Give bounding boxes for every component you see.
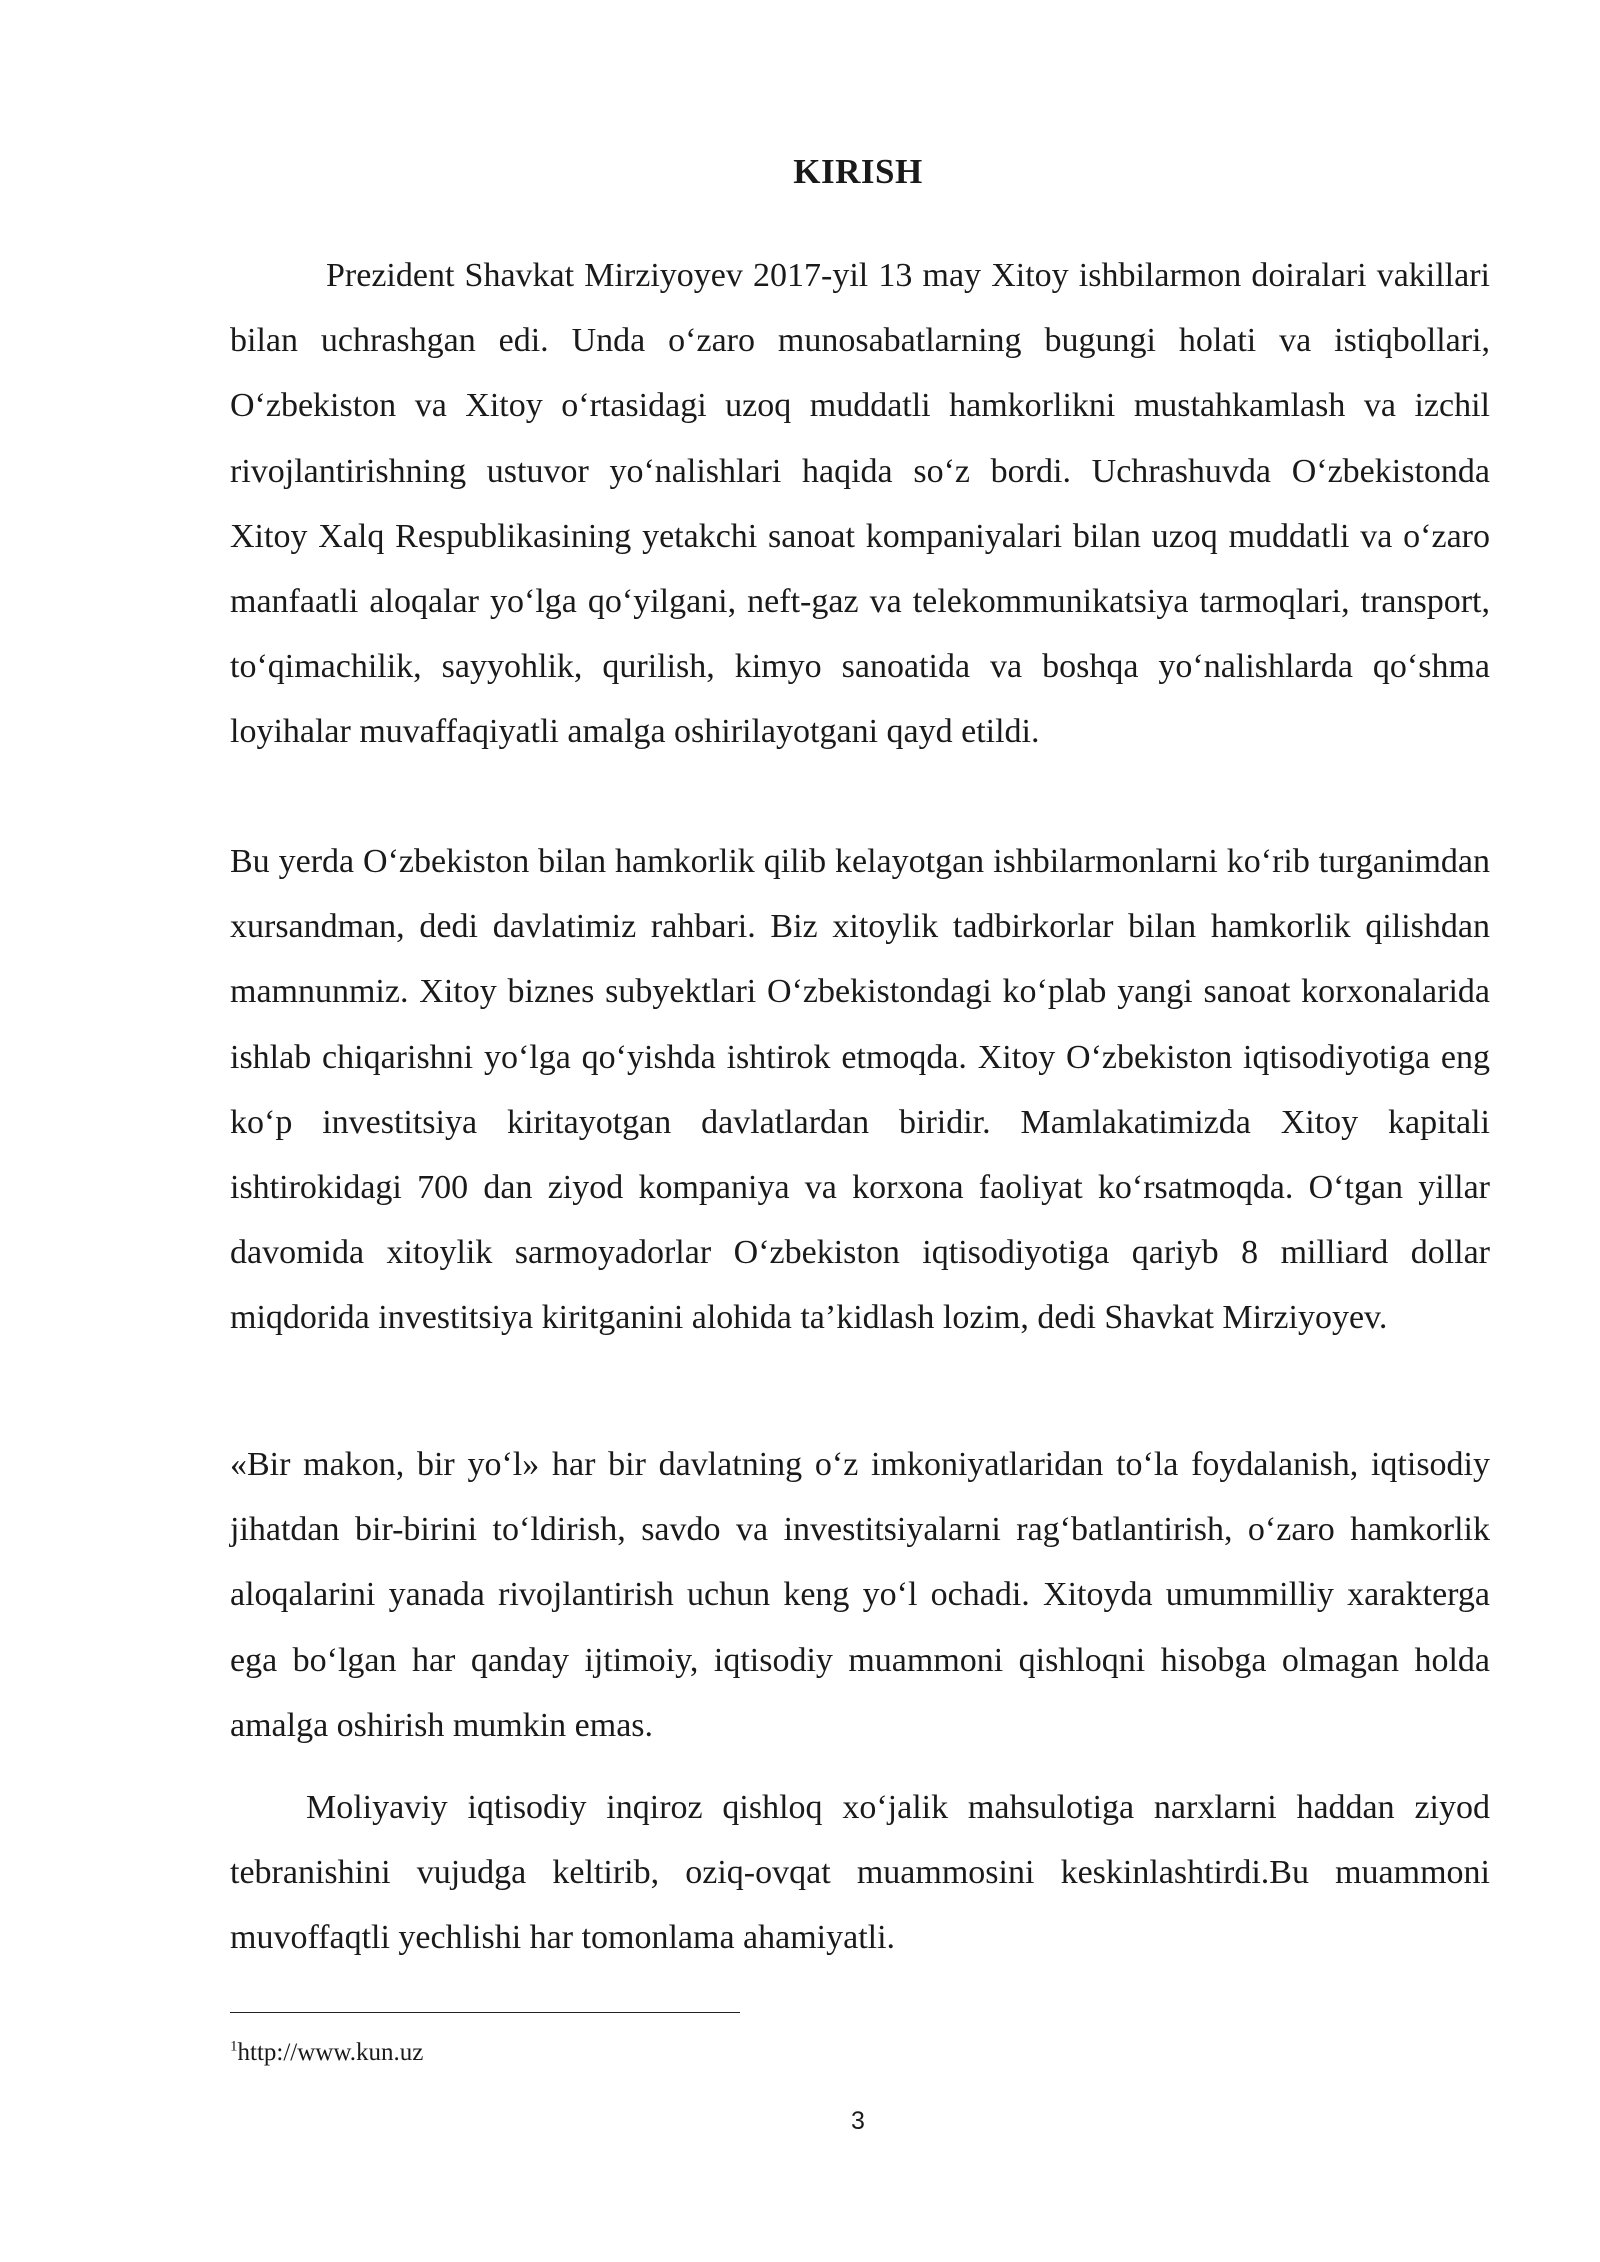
page-number: 3 (851, 2107, 865, 2135)
footnote-separator (230, 2012, 740, 2013)
footnote-marker: 1 (230, 2038, 238, 2055)
footnote-link[interactable]: http://www.kun.uz (237, 2039, 424, 2066)
footnote (230, 2039, 423, 2067)
paragraph-4: Moliyaviy iqtisodiy inqiroz qishloq xo‘jalik mahsulotiga narxlarni haddan ziyod tebranishini vujudga keltirib, oziq-ovqat muammosini keskinlashtirdi.Bu muammoni muvoffaqtli yechlishi har tomonlama ahamiyatli. (230, 1789, 1490, 1957)
paragraph-2: Bu yerda O‘zbekiston bilan hamkorlik qilib kelayotgan ishbilarmonlarni ko‘rib turganimdan xursandman, dedi davlatimiz rahbari. Biz xitoylik tadbirkorlar bilan hamkorlik qilishdan mamnunmiz. Xitoy biznes subyektlari O‘zbekistondagi ko‘plab yangi sanoat korxonalarida ishlab chiqarishni yo‘lga qo‘yishda ishtirok etmoqda. Xitoy O‘zbekiston iqtisodiyotiga eng ko‘p investitsiya kiritayotgan davlatlardan biridir. Mamlakatimizda Xitoy kapitali ishtirokidagi 700 dan ziyod kompaniya va korxona faoliyat ko‘rsatmoqda. O‘tgan yillar davomida xitoylik sarmoyadorlar O‘zbekiston iqtisodiyotiga qariyb 8 milliard dollar miqdorida investitsiya kiritganini alohida ta’kidlash lozim, dedi Shavkat Mirziyoyev. (230, 843, 1490, 1337)
paragraph-1: Prezident Shavkat Mirziyoyev 2017-yil 13 may Xitoy ishbilarmon doiralari vakillari bilan uchrashgan edi. Unda o‘zaro munosabatlarning bugungi holati va istiqbollari, O‘zbekiston va Xitoy o‘rtasidagi uzoq muddatli hamkorlikni mustahkamlash va izchil rivojlantirishning ustuvor yo‘nalishlari haqida so‘z bordi. Uchrashuvda O‘zbekistonda Xitoy Xalq Respublikasining yetakchi sanoat kompaniyalari bilan uzoq muddatli va o‘zaro manfaatli aloqalar yo‘lga qo‘yilgani, neft-gaz va telekommunikatsiya tarmoqlari, transport, to‘qimachilik, sayyohlik, qurilish, kimyo sanoatida va boshqa yo‘nalishlarda qo‘shma loyihalar muvaffaqiyatli amalga oshirilayotgani qayd etildi. (230, 257, 1490, 751)
page-title: KIRISH (793, 152, 923, 191)
paragraph-3: «Bir makon, bir yo‘l» har bir davlatning o‘z imkoniyatlaridan to‘la foydalanish, iqtisodiy jihatdan bir-birini to‘ldirish, savdo va investitsiyalarni rag‘batlantirish, o‘zaro hamkorlik aloqalarini yanada rivojlantirish uchun keng yo‘l ochadi. Xitoyda umummilliy xarakterga ega bo‘lgan har qanday ijtimoiy, iqtisodiy muammoni qishloqni hisobga olmagan holda amalga oshirish mumkin emas. (230, 1446, 1490, 1744)
